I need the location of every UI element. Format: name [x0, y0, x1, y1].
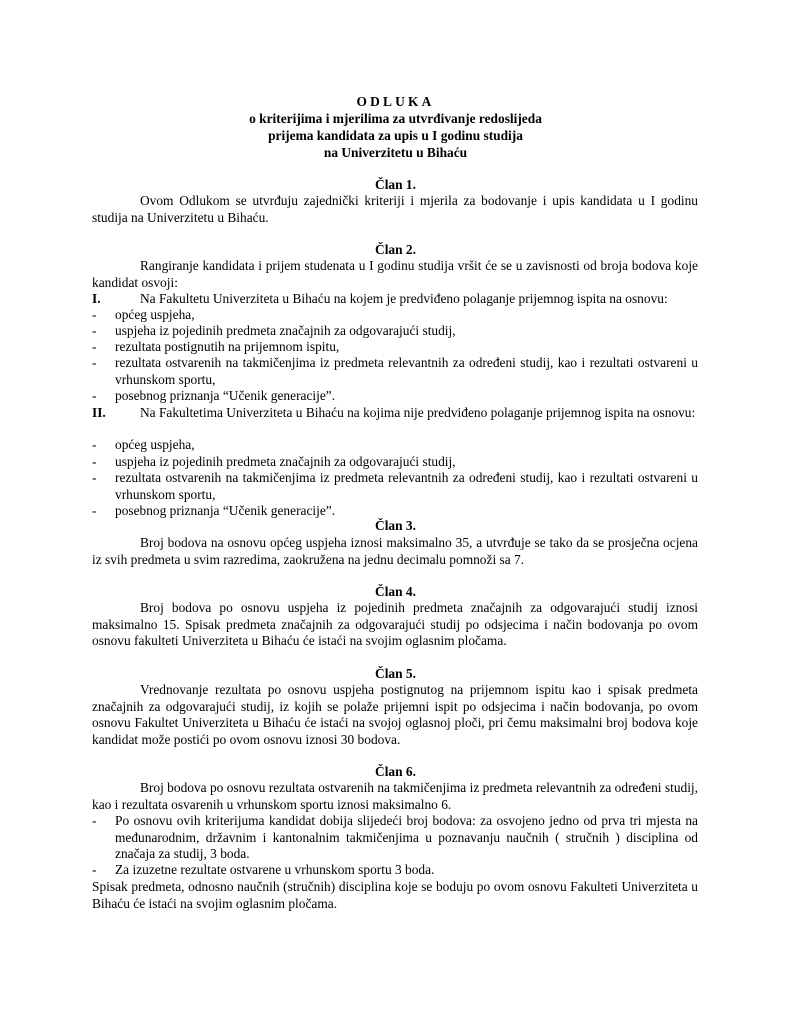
dash-bullet: - [92, 470, 97, 485]
list-item-text: rezultata postignutih na prijemnom ispitu, [115, 339, 340, 354]
dash-bullet: - [92, 323, 97, 338]
dash-bullet: - [92, 437, 97, 452]
clan3-heading: Član 3. [375, 518, 416, 533]
clan6-closing: Spisak predmeta, odnosno naučnih (stručnih) disciplina koje se boduju po ovom osnovu Fakulteti Univerziteta u Bihaću će istaći na svojim oglasnim pločama. [92, 879, 698, 911]
clan6-intro: Broj bodova po osnovu rezultata ostvarenih na takmičenjima iz predmeta relevantnih za određeni studij, kao i rezultata osvarenih u vrhunskom sportu iznosi maksimalno 6. [92, 780, 698, 812]
clan3-text: Broj bodova na osnovu općeg uspjeha iznosi maksimalno 35, a utvrđuje se tako da se prosječna ocjena iz svih predmeta u svim razredima, zaokružena na jednu decimalu pomnoži sa 7. [92, 535, 698, 567]
clan1-text: Ovom Odlukom se utvrđuju zajednički kriteriji i mjerila za bodovanje i upis kandidata u I godinu studija na Univerzitetu u Bihaću. [92, 193, 698, 225]
clan5-heading: Član 5. [375, 666, 416, 681]
list-item [92, 813, 698, 863]
list-item [92, 323, 698, 340]
list-item-text: uspjeha iz pojedinih predmeta značajnih za odgovarajući studij, [115, 323, 456, 338]
list-item [92, 437, 698, 454]
dash-bullet: - [92, 813, 97, 828]
list-item [92, 355, 698, 388]
clan1-heading: Član 1. [375, 177, 416, 192]
dash-bullet: - [92, 339, 97, 354]
dash-bullet: - [92, 503, 97, 518]
clan2-section-2 [92, 405, 698, 422]
document-subtitle-line-3: na Univerzitetu u Bihaću [323, 145, 468, 160]
list-item-text: općeg uspjeha, [115, 307, 195, 322]
section-2-text: Na Fakultetima Univerziteta u Bihaću na kojima nije predviđeno polaganje prijemnog ispita na osnovu: [140, 405, 696, 420]
list-item-text: Po osnovu ovih kriterijuma kandidat dobija slijedeći broj bodova: za osvojeno jedno od prva tri mjesta na međunarodnim, državnim i kantonalnim takmičenjima u poznavanju naučnih ( stručnih ) disciplina od značaja za studij, 3 boda. [115, 813, 698, 861]
clan5-text: Vrednovanje rezultata po osnovu uspjeha postignutog na prijemnom ispitu kao i spisak predmeta značajnih za odgovarajući studij, iz kojih se polaže prijemni ispit po odsjecima i način bodovanja, po ovom osnovu Fakultet Univerziteta u Bihaću će istaći na svojoj oglasnoj ploči, pri čemu maksimalni broj bodova koje kandidat može postići po ovom osnovu iznosi 30 bodova. [92, 682, 698, 747]
list-item [92, 454, 698, 471]
dash-bullet: - [92, 355, 97, 370]
dash-bullet: - [92, 388, 97, 403]
clan6-heading: Član 6. [375, 764, 416, 779]
list-item-text: posebnog priznanja “Učenik generacije”. [115, 503, 336, 518]
clan2-section-1 [92, 291, 698, 308]
clan2-intro: Rangiranje kandidata i prijem studenata u I godinu studija vršit će se u zavisnosti od broja bodova koje kandidat osvoji: [92, 258, 698, 290]
section-2-number: II. [92, 405, 106, 420]
list-item-text: uspjeha iz pojedinih predmeta značajnih za odgovarajući studij, [115, 454, 456, 469]
document-subtitle-line-2: prijema kandidata za upis u I godinu studija [268, 128, 523, 143]
dash-bullet: - [92, 862, 97, 877]
list-item [92, 339, 698, 356]
dash-bullet: - [92, 454, 97, 469]
list-item-text: posebnog priznanja “Učenik generacije”. [115, 388, 336, 403]
list-item [92, 470, 698, 503]
clan4-heading: Član 4. [375, 584, 416, 599]
section-1-text: Na Fakultetu Univerziteta u Bihaću na kojem je predviđeno polaganje prijemnog ispita na osnovu: [140, 291, 668, 306]
document-subtitle-line-1: o kriterijima i mjerilima za utvrđivanje redoslijeda [249, 111, 542, 126]
clan4-text: Broj bodova po osnovu uspjeha iz pojedinih predmeta značajnih za odgovarajući studij iznosi maksimalno 15. Spisak predmeta značajnih za odgovarajući studij po odsjecima i način bodovanja po ovom osnovu fakulteti Univerziteta u Bihaću će istaći na svojim oglasnim pločama. [92, 600, 698, 648]
list-item-text: općeg uspjeha, [115, 437, 195, 452]
list-item [92, 307, 698, 324]
list-item-text: rezultata ostvarenih na takmičenjima iz predmeta relevantnih za određeni studij, kao i rezultati ostvareni u vrhunskom sportu, [115, 355, 698, 387]
list-item [92, 862, 698, 879]
list-item-text: rezultata ostvarenih na takmičenjima iz predmeta relevantnih za određeni studij, kao i rezultati ostvareni u vrhunskom sportu, [115, 470, 698, 502]
list-item [92, 388, 698, 405]
list-item-text: Za izuzetne rezultate ostvarene u vrhunskom sportu 3 boda. [115, 862, 435, 877]
document-title: ODLUKA [356, 94, 435, 109]
dash-bullet: - [92, 307, 97, 322]
section-1-number: I. [92, 291, 101, 306]
clan2-heading: Član 2. [375, 242, 416, 257]
